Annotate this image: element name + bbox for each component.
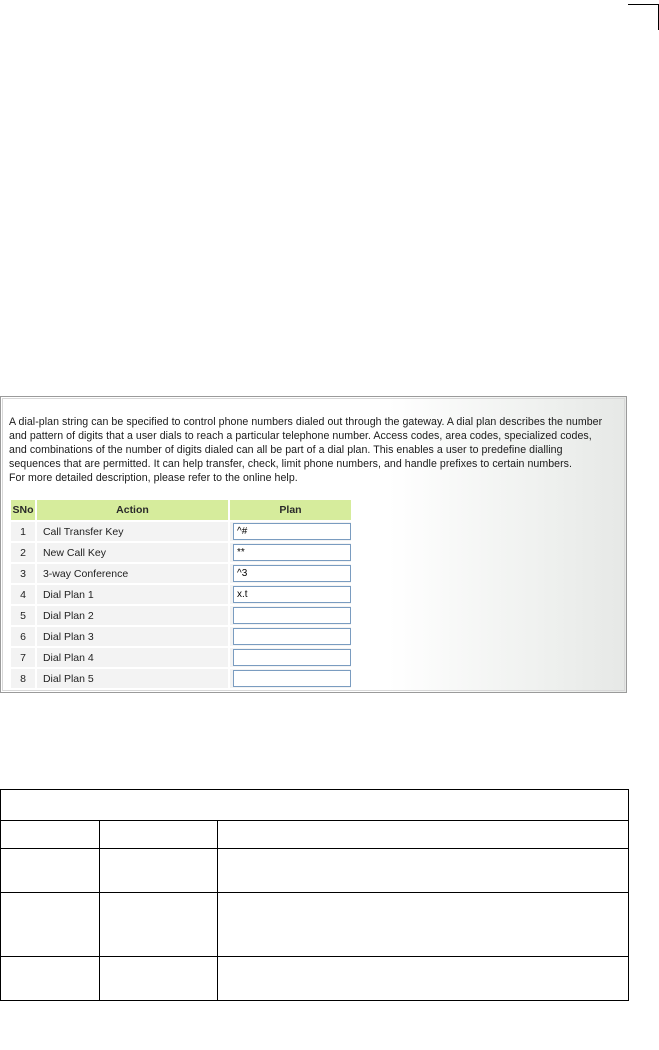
dial-plan-table — [9, 498, 353, 690]
row-sno: 4 — [11, 585, 35, 604]
table-header-row — [1, 821, 629, 849]
description-line: and combinations of the number of digits dialed can all be part of a dial plan. This enables a user to predefine dialling — [9, 444, 563, 456]
crop-mark-horizontal — [628, 4, 659, 5]
row-action: Dial Plan 2 — [37, 606, 228, 625]
table-cell — [1, 957, 100, 1001]
row-plan-cell — [230, 627, 351, 646]
table-caption-cell — [1, 790, 629, 821]
row-action: Call Transfer Key — [37, 522, 228, 541]
row-action: 3-way Conference — [37, 564, 228, 583]
table-row — [11, 669, 351, 688]
row-sno: 3 — [11, 564, 35, 583]
header-cell — [100, 821, 218, 849]
row-action: Dial Plan 4 — [37, 648, 228, 667]
dial-plan-1-input[interactable] — [233, 586, 351, 603]
row-sno: 8 — [11, 669, 35, 688]
dial-plan-description — [9, 415, 621, 485]
three-way-conference-input[interactable] — [233, 565, 351, 582]
row-action: Dial Plan 1 — [37, 585, 228, 604]
table-cell — [218, 957, 629, 1001]
dial-plan-panel — [0, 396, 627, 693]
column-header-plan: Plan — [230, 500, 351, 520]
table-cell — [100, 957, 218, 1001]
description-line: sequences that are permitted. It can help transfer, check, limit phone numbers, and handle prefixes to certain numbers. — [9, 458, 573, 470]
row-sno: 2 — [11, 543, 35, 562]
table-cell — [218, 849, 629, 893]
row-sno: 1 — [11, 522, 35, 541]
row-plan-cell — [230, 564, 351, 583]
settings-description-table — [0, 789, 629, 1001]
row-action: Dial Plan 3 — [37, 627, 228, 646]
header-cell — [1, 821, 100, 849]
description-line: A dial-plan string can be specified to control phone numbers dialed out through the gateway. A dial plan describes the number — [9, 416, 603, 428]
column-header-action: Action — [37, 500, 228, 520]
table-cell — [1, 893, 100, 957]
table-row — [11, 522, 351, 541]
table-cell — [1, 849, 100, 893]
description-line: For more detailed description, please refer to the online help. — [9, 472, 298, 484]
row-sno: 7 — [11, 648, 35, 667]
new-call-key-input[interactable] — [233, 544, 351, 561]
table-row — [11, 606, 351, 625]
table-row — [1, 893, 629, 957]
table-caption-row — [1, 790, 629, 821]
row-plan-cell — [230, 606, 351, 625]
dial-plan-3-input[interactable] — [233, 628, 351, 645]
crop-mark — [628, 4, 659, 30]
row-plan-cell — [230, 522, 351, 541]
table-row — [11, 564, 351, 583]
table-row — [11, 543, 351, 562]
row-plan-cell — [230, 648, 351, 667]
row-plan-cell — [230, 543, 351, 562]
table-header-row — [11, 500, 351, 520]
table-cell — [218, 893, 629, 957]
table-cell — [100, 893, 218, 957]
table-row — [11, 627, 351, 646]
row-action: Dial Plan 5 — [37, 669, 228, 688]
dial-plan-5-input[interactable] — [233, 670, 351, 687]
row-plan-cell — [230, 669, 351, 688]
table-row — [1, 957, 629, 1001]
table-row — [11, 585, 351, 604]
table-row — [1, 849, 629, 893]
column-header-sno: SNo — [11, 500, 35, 520]
dial-plan-2-input[interactable] — [233, 607, 351, 624]
dial-plan-4-input[interactable] — [233, 649, 351, 666]
row-action: New Call Key — [37, 543, 228, 562]
description-line: and pattern of digits that a user dials to reach a particular telephone number. Access codes, area codes, specialized codes, — [9, 430, 592, 442]
header-cell — [218, 821, 629, 849]
row-sno: 6 — [11, 627, 35, 646]
call-transfer-key-input[interactable] — [233, 523, 351, 540]
table-row — [11, 648, 351, 667]
row-plan-cell — [230, 585, 351, 604]
table-cell — [100, 849, 218, 893]
row-sno: 5 — [11, 606, 35, 625]
